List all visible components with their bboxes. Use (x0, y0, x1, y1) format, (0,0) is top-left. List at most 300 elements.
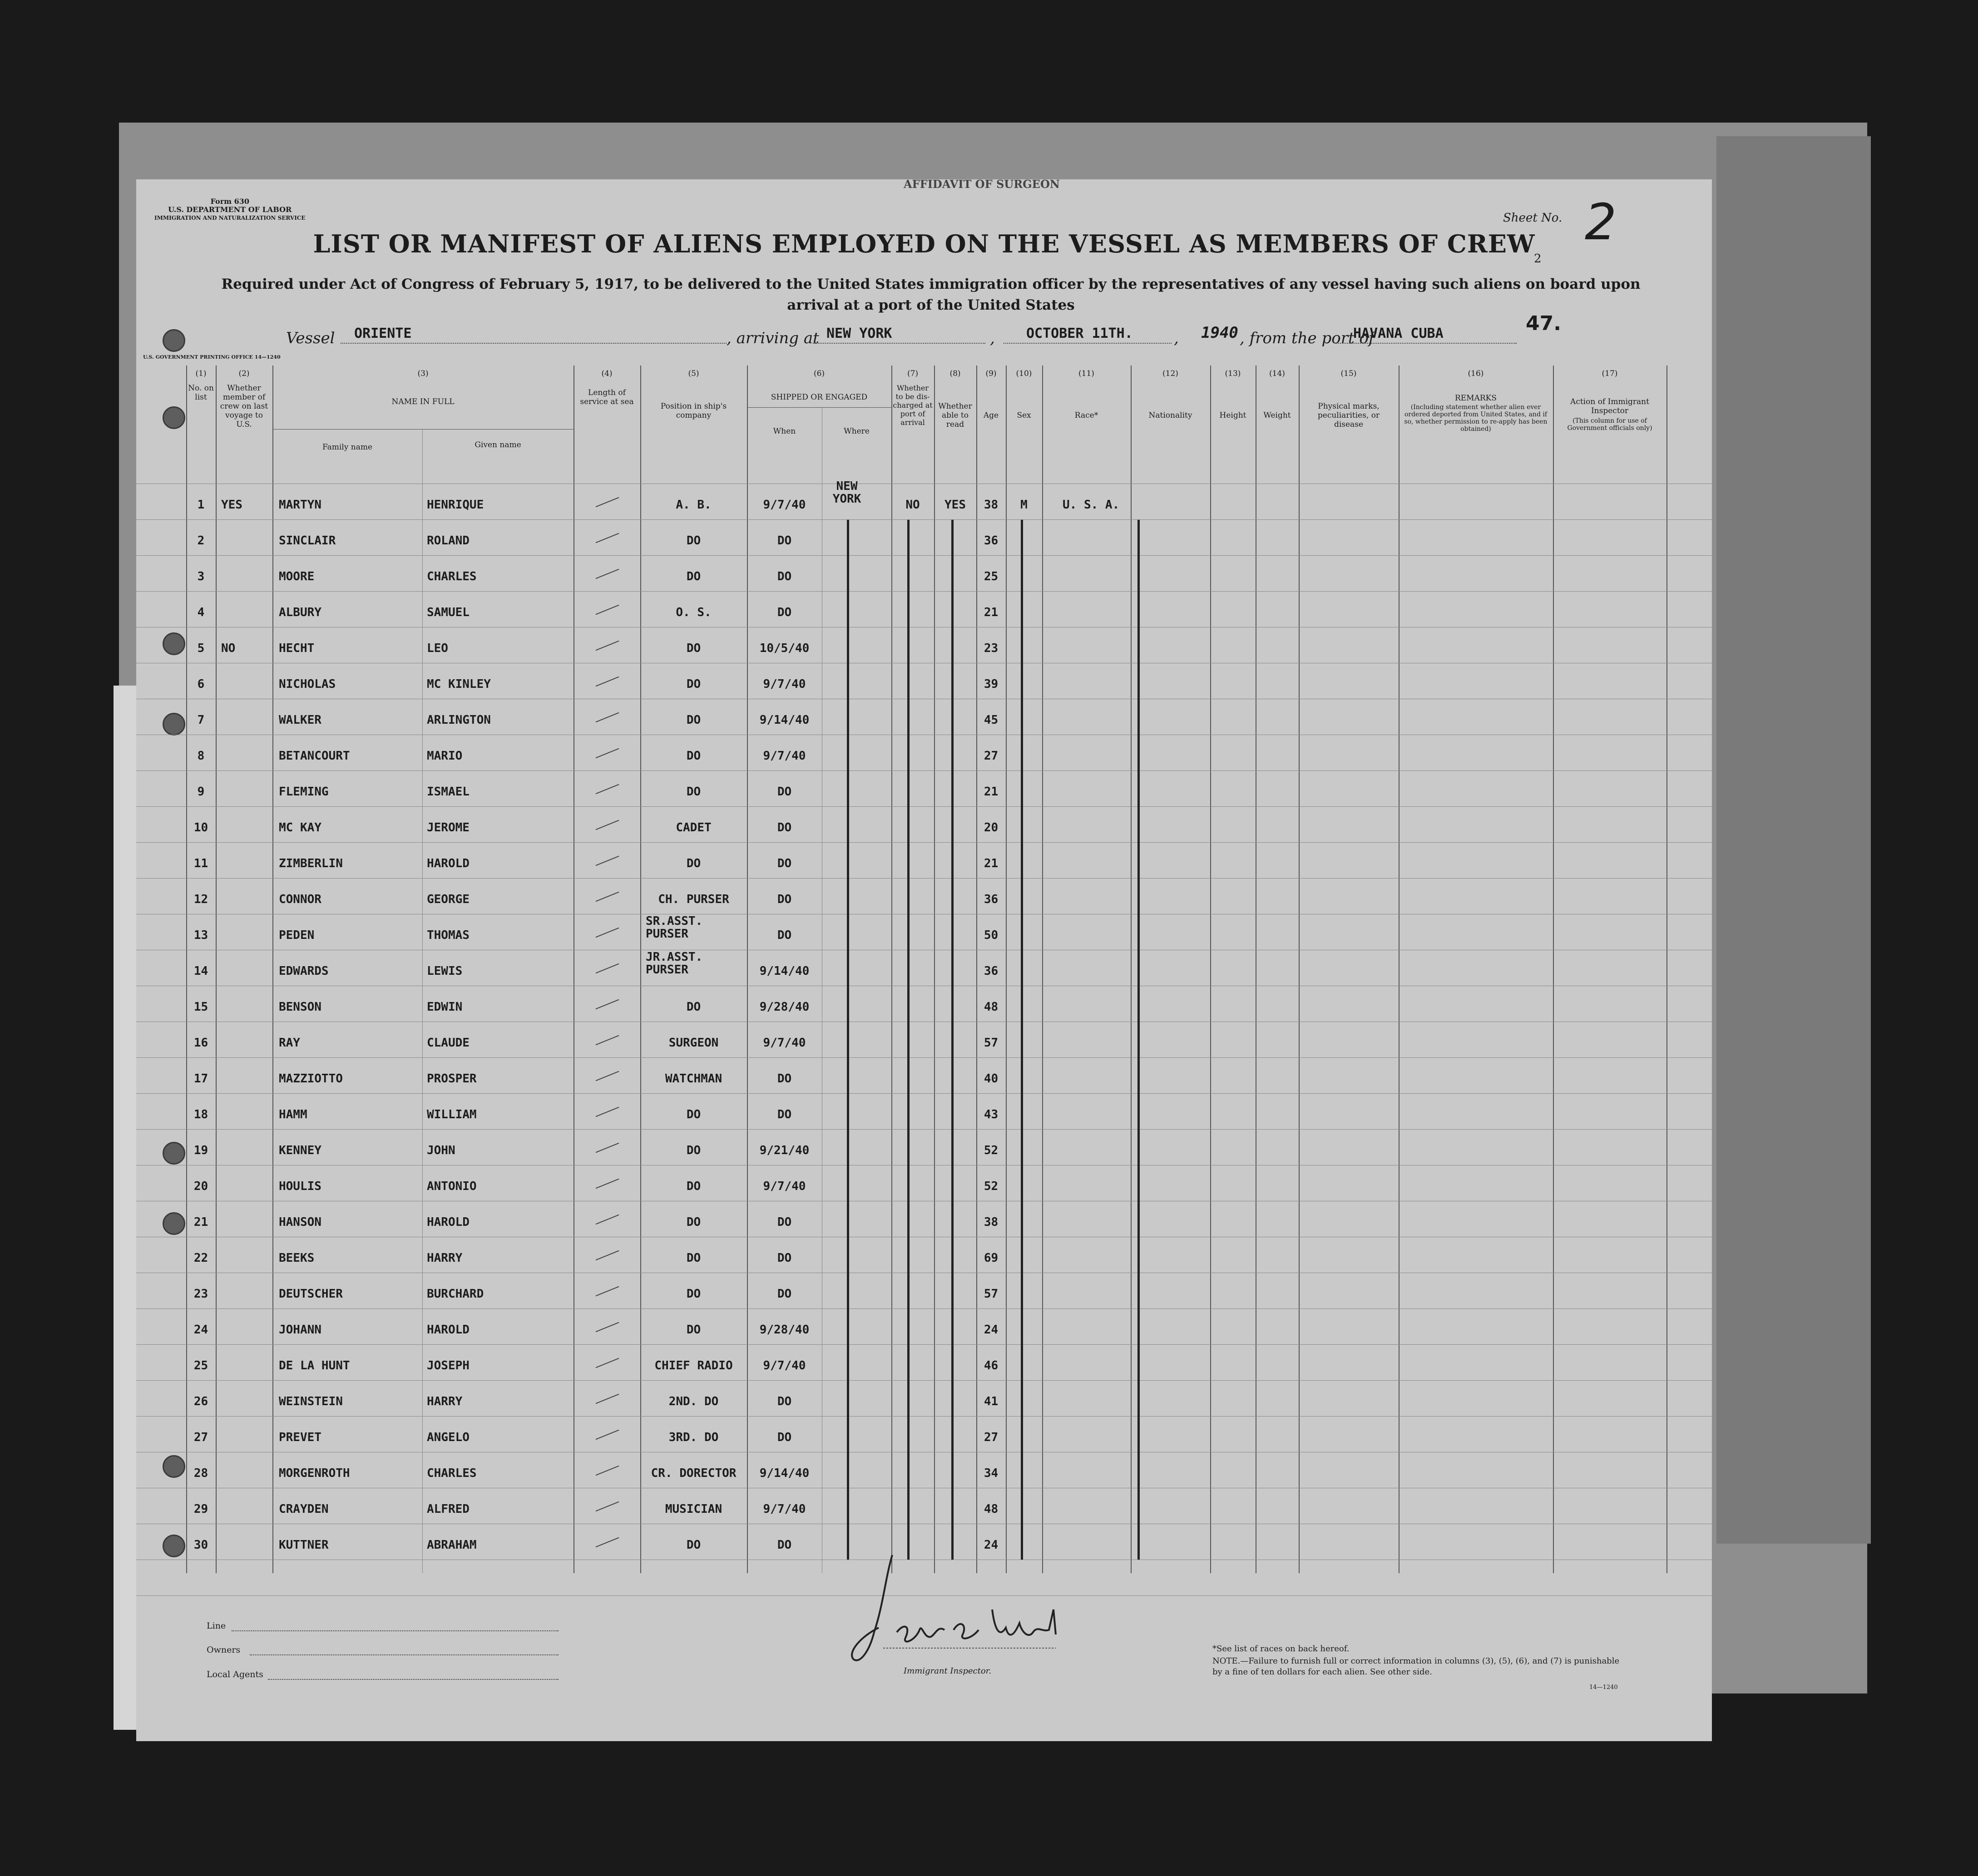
cell-no: 12 (193, 893, 208, 906)
footer-agents-rule (268, 1679, 559, 1680)
page-title: LIST OR MANIFEST OF ALIENS EMPLOYED ON THE VESSEL AS MEMBERS OF CREW (313, 229, 1535, 258)
cell-no: 2 (197, 534, 205, 548)
header-no-on-list: No. on list (188, 384, 214, 402)
cell-family: CRAYDEN (279, 1502, 329, 1516)
service-tick-mark (596, 1394, 619, 1404)
cell-position: DO (686, 1000, 701, 1014)
cell-position: DO (686, 534, 701, 548)
cell-given: LEWIS (427, 964, 463, 978)
cell-discharged: NO (905, 498, 920, 512)
service-tick-mark (596, 1358, 619, 1368)
cell-when: DO (777, 1287, 792, 1301)
cell-age: 52 (984, 1180, 999, 1193)
cell-no: 24 (193, 1323, 208, 1337)
cell-given: ALFRED (427, 1502, 470, 1516)
cell-when: 9/7/40 (763, 1359, 806, 1372)
service-tick-mark (596, 569, 619, 579)
cell-when: 9/7/40 (763, 1502, 806, 1516)
header-action: Action of Immigrant Inspector (1570, 397, 1649, 415)
header-prev-voyage: Whether member of crew on last voyage to U.S. (220, 384, 268, 429)
cell-family: MAZZIOTTO (279, 1072, 343, 1086)
cell-when: 9/7/40 (763, 749, 806, 763)
cell-family: KENNEY (279, 1144, 321, 1157)
cell-family: RAY (279, 1036, 300, 1050)
service: IMMIGRATION AND NATURALIZATION SERVICE (154, 215, 306, 221)
cell-no: 23 (193, 1287, 208, 1301)
cell-age: 46 (984, 1359, 999, 1372)
row-rule (136, 806, 1712, 807)
col-num: (11) (1078, 369, 1094, 378)
cell-position: DO (686, 713, 701, 727)
cell-position: CADET (676, 821, 712, 834)
cell-when: DO (777, 1108, 792, 1121)
service-tick-mark (596, 1250, 619, 1260)
col-num: (4) (601, 369, 613, 378)
service-tick-mark (596, 999, 619, 1009)
cell-position: WATCHMAN (665, 1072, 722, 1086)
col-num: (17) (1602, 369, 1618, 378)
cell-when: 9/7/40 (763, 498, 806, 512)
col-num: (7) (907, 369, 919, 378)
cell-when: DO (777, 821, 792, 834)
row-rule (136, 555, 1712, 556)
cell-given: EDWIN (427, 1000, 463, 1014)
cell-given: THOMAS (427, 928, 470, 942)
cell-age: 43 (984, 1108, 999, 1121)
cell-position: DO (686, 785, 701, 799)
cell-position: DO (686, 749, 701, 763)
header-able-to-read: Whether able to read (938, 402, 972, 429)
service-tick-mark (596, 928, 619, 938)
service-tick-mark (596, 1107, 619, 1117)
cell-given: ROLAND (427, 534, 470, 548)
row-rule (136, 842, 1712, 843)
row-rule (136, 1057, 1712, 1058)
cell-family: MC KAY (279, 821, 321, 834)
header-shipped: SHIPPED OR ENGAGED (771, 393, 868, 402)
cell-given: JOSEPH (427, 1359, 470, 1372)
cell-when: 9/14/40 (759, 964, 810, 978)
cell-when: 9/14/40 (759, 1466, 810, 1480)
cell-no: 7 (197, 713, 205, 727)
header-position: Position in ship's company (660, 402, 727, 420)
penalty-note: NOTE.—Failure to furnish full or correct information in columns (3), (5), (6), and (7) is punishable by a fine of ten dollars for each alien. See other side. (1212, 1656, 1620, 1677)
service-tick-mark (596, 1322, 619, 1332)
cell-when: 9/7/40 (763, 1036, 806, 1050)
cell-no: 25 (193, 1359, 208, 1372)
cell-position: DO (686, 857, 701, 870)
service-tick-mark (596, 1214, 619, 1224)
header-family-name: Family name (322, 443, 373, 452)
affidavit-heading: AFFIDAVIT OF SURGEON (904, 179, 1060, 191)
cell-when: 9/21/40 (759, 1144, 810, 1157)
print-code: 14—1240 (1589, 1684, 1618, 1691)
cell-family: JOHANN (279, 1323, 321, 1337)
header-remarks: REMARKS (1454, 394, 1497, 403)
page-count: 47. (1526, 312, 1561, 335)
cell-family: HANSON (279, 1215, 321, 1229)
cell-position: DO (686, 1287, 701, 1301)
from-underline (1335, 343, 1517, 344)
cell-family: SINCLAIR (279, 534, 336, 548)
form-info (154, 197, 306, 222)
cell-no: 13 (193, 928, 208, 942)
cell-position: DO (686, 1251, 701, 1265)
cell-given: JEROME (427, 821, 470, 834)
sheet-small-number: 2 (1534, 252, 1542, 266)
cell-no: 4 (197, 606, 205, 619)
cell-prev: NO (221, 642, 236, 655)
cell-family: HOULIS (279, 1180, 321, 1193)
cell-given: LEO (427, 642, 448, 655)
cell-no: 17 (193, 1072, 208, 1086)
service-tick-mark (596, 1143, 619, 1153)
sheet-label: Sheet No. (1503, 211, 1563, 225)
service-tick-mark (596, 856, 619, 866)
service-tick-mark (596, 1035, 619, 1045)
row-rule (136, 1344, 1712, 1345)
col-num: (3) (417, 369, 429, 378)
col-num: (16) (1468, 369, 1484, 378)
cell-no: 19 (193, 1144, 208, 1157)
cell-position: DO (686, 1144, 701, 1157)
arrival-year: 1940 (1201, 324, 1238, 342)
cell-age: 40 (984, 1072, 999, 1086)
from-port: HAVANA CUBA (1353, 326, 1444, 341)
cell-family: HECHT (279, 642, 315, 655)
footer-owners-rule (250, 1654, 559, 1655)
cell-given: JOHN (427, 1144, 455, 1157)
service-tick-mark (596, 784, 619, 794)
cell-when: DO (777, 857, 792, 870)
cell-family: MORGENROTH (279, 1466, 350, 1480)
header-weight: Weight (1263, 411, 1291, 420)
footer-owners-label: Owners (207, 1645, 241, 1655)
cell-given: WILLIAM (427, 1108, 477, 1121)
binding-hole (163, 329, 185, 352)
cell-family: PEDEN (279, 928, 315, 942)
cell-position: DO (686, 570, 701, 583)
cell-age: 48 (984, 1000, 999, 1014)
vessel-label: Vessel (286, 329, 335, 347)
cell-age: 38 (984, 498, 999, 512)
ditto-line-where (847, 520, 849, 1560)
cell-age: 27 (984, 749, 999, 763)
cell-when: 9/7/40 (763, 1180, 806, 1193)
vessel-name: ORIENTE (354, 326, 412, 341)
header-nationality: Nationality (1148, 411, 1192, 420)
service-tick-mark (596, 533, 619, 543)
cell-no: 18 (193, 1108, 208, 1121)
cell-given: PROSPER (427, 1072, 477, 1086)
service-tick-mark (596, 605, 619, 615)
cell-sex: M (1020, 498, 1028, 512)
cell-family: KUTTNER (279, 1538, 329, 1552)
cell-position: JR.ASST. PURSER (646, 950, 703, 977)
cell-family: BETANCOURT (279, 749, 350, 763)
service-tick-mark (596, 712, 619, 722)
cell-family: ALBURY (279, 606, 321, 619)
col-num: (6) (813, 369, 825, 378)
manifest-page: Form 630 U.S. DEPARTMENT OF LABOR IMMIGRATION AND NATURALIZATION SERVICE AFFIDAVIT OF SURGEON Sheet No. 2 2 LIST OR MANIFEST OF ALIENS EMPLOYED ON THE VESSEL AS MEMBERS OF CREW Required under Act of Congress of February 5, 1917, to be delivered to the United States immigration officer by the representatives of any vessel having such aliens on board upon arrival at a port of the United States Vessel ORIENTE , arriving at NEW YORK , OCTOBER 11TH. , 1940 , from the port of HAVANA CUBA 47. U.S. GOVERNMENT PRINTING OFFICE 14—1240 (1) (2) (3) (4) (5) (6) (7) (8) (9) (10) (11) (12) (13) (14) (15) (16) (17) No. on list Whether member of crew on last voyage to U.S. NAME IN FULL Family name Given name Length of service at sea Position in ship's company SHIPPED OR ENGAGED When Where Whether to be dis-charged at port of arrival Whether able to read Age Sex Race* Nationality Height Weight Physical marks, peculiarities, or disease REMARKS (Including statement whether alien ever ordered deported from United States, and if so, whether permission to re-apply has been obtained) Action of Immigrant Inspector (This column for use of Government officials only) 1 YES MARTYN HENRIQUE A. B. 9/7/40 NEW YORK NO YES 38 M U. S. A. 2 SINCLAIR ROLAND DO DO 36 3 MOORE CHARLES DO DO 25 4 ALBURY SAMUEL O. S. DO 21 5 NO HECHT LEO DO 10/5/40 23 6 NICHOLAS MC KINLEY DO 9/7/40 39 7 WALKER ARLINGTON DO 9/14/40 45 8 BETANCOURT MARIO DO 9/7/40 27 9 FLEMING ISMAEL DO DO 21 10 MC KAY JEROME CADET DO 20 11 ZIMBERLIN HAROLD DO DO 21 12 CONNOR GEORGE CH. PURSER DO 36 13 PEDEN THOMAS SR.ASST. PURSER DO 50 14 EDWARDS LEWIS JR.ASST. PURSER 9/14/40 36 15 BENSON EDWIN DO 9/28/40 48 16 RAY CLAUDE SURGEON 9/7/40 57 17 MAZZIOTTO PROSPER WATCHMAN DO 40 18 HAMM WILLIAM DO DO 43 19 KENNEY JOHN DO 9/21/40 52 20 HOULIS ANTONIO DO 9/7/40 52 21 HANSON HAROLD DO DO 38 22 BEEKS HARRY DO DO 69 23 DEUTSCHER BURCHARD DO DO 57 24 JOHANN HAROLD DO 9/28/40 24 25 DE LA HUNT JOSEPH CHIEF RADIO 9/7/40 46 26 WEINSTEIN HARRY 2ND. DO DO 41 27 PREVET ANGELO 3RD. DO DO 27 28 MORGENROTH CHARLES CR. DORECTOR 9/14/40 34 29 CRAYDEN ALFRED MUSICIAN 9/7/40 48 30 KUTTNER ABRAHAM DO DO 24 Line Owners Local Agents Immigrant Inspector. *See list of races on back hereof. NOTE.—Failure to furnish full or correct information in columns (3), (5), (6), and (7) is punishable by a fine of ten dollars for each alien. See other side. 14—1240 (136, 179, 1712, 1741)
cell-age: 21 (984, 785, 999, 799)
form-number: Form 630 (210, 197, 250, 206)
cell-no: 6 (197, 677, 205, 691)
cell-age: 50 (984, 928, 999, 942)
col-num: (14) (1269, 369, 1285, 378)
cell-where: NEW YORK (832, 479, 861, 506)
cell-when: DO (777, 928, 792, 942)
service-tick-mark (596, 1466, 619, 1476)
cell-no: 8 (197, 749, 205, 763)
col-num: (2) (238, 369, 250, 378)
cell-given: HAROLD (427, 1323, 470, 1337)
cell-position: 3RD. DO (668, 1431, 719, 1444)
sheet-number: 2 (1585, 193, 1617, 251)
cell-position: SR.ASST. PURSER (646, 914, 703, 941)
cell-no: 10 (193, 821, 208, 834)
cell-given: MARIO (427, 749, 463, 763)
races-note: *See list of races on back hereof. (1212, 1644, 1350, 1654)
from-label: , from the port of (1240, 329, 1375, 347)
service-tick-mark (596, 892, 619, 902)
cell-age: 36 (984, 893, 999, 906)
cell-no: 9 (197, 785, 205, 799)
ditto-line-discharged (907, 520, 910, 1560)
cell-family: PREVET (279, 1431, 321, 1444)
cell-age: 48 (984, 1502, 999, 1516)
cell-family: HAMM (279, 1108, 307, 1121)
cell-family: DE LA HUNT (279, 1359, 350, 1372)
cell-when: DO (777, 1072, 792, 1086)
header-height: Height (1219, 411, 1246, 420)
cell-family: BENSON (279, 1000, 321, 1014)
arrival-date: OCTOBER 11TH. (1026, 326, 1133, 341)
row-rule (136, 770, 1712, 771)
cell-no: 1 (197, 498, 205, 512)
cell-given: HARRY (427, 1251, 463, 1265)
service-tick-mark (596, 1071, 619, 1081)
cell-when: DO (777, 1395, 792, 1408)
service-tick-mark (596, 1537, 619, 1547)
cell-position: DO (686, 642, 701, 655)
header-name-in-full: NAME IN FULL (391, 397, 455, 406)
cell-family: EDWARDS (279, 964, 329, 978)
cell-age: 69 (984, 1251, 999, 1265)
cell-given: ABRAHAM (427, 1538, 477, 1552)
cell-age: 52 (984, 1144, 999, 1157)
inspector-signature (842, 1541, 1060, 1678)
ditto-line-read (951, 520, 954, 1560)
service-tick-mark (596, 1430, 619, 1440)
cell-no: 11 (193, 857, 208, 870)
cell-age: 21 (984, 857, 999, 870)
cell-given: SAMUEL (427, 606, 470, 619)
service-tick-mark (596, 1286, 619, 1296)
cell-no: 28 (193, 1466, 208, 1480)
cell-no: 26 (193, 1395, 208, 1408)
cell-given: CHARLES (427, 1466, 477, 1480)
cell-position: 2ND. DO (668, 1395, 719, 1408)
cell-when: DO (777, 1251, 792, 1265)
cell-no: 3 (197, 570, 205, 583)
cell-no: 22 (193, 1251, 208, 1265)
cell-when: DO (777, 570, 792, 583)
service-tick-mark (596, 748, 619, 758)
header-age: Age (983, 411, 999, 420)
cell-given: CLAUDE (427, 1036, 470, 1050)
crew-table (136, 365, 1712, 1591)
cell-position: CR. DORECTOR (651, 1466, 737, 1480)
header-when: When (773, 427, 796, 436)
header-remarks-note: (Including statement whether alien ever ordered deported from United States, and if so, whether permission to re-apply has been obtained) (1404, 404, 1548, 433)
cell-when: 9/28/40 (759, 1323, 810, 1337)
cell-given: GEORGE (427, 893, 470, 906)
row-rule (136, 591, 1712, 592)
cell-given: HENRIQUE (427, 498, 484, 512)
col-num: (8) (949, 369, 961, 378)
cell-age: 24 (984, 1323, 999, 1337)
cell-age: 36 (984, 964, 999, 978)
row-rule (136, 1380, 1712, 1381)
cell-given: BURCHARD (427, 1287, 484, 1301)
cell-position: CHIEF RADIO (654, 1359, 733, 1372)
cell-age: 24 (984, 1538, 999, 1552)
row-rule (136, 1129, 1712, 1130)
header-sex: Sex (1017, 411, 1031, 420)
cell-position: DO (686, 1323, 701, 1337)
cell-age: 27 (984, 1431, 999, 1444)
cell-given: HAROLD (427, 1215, 470, 1229)
footer-agents-label: Local Agents (207, 1669, 263, 1679)
footer-line-label: Line (207, 1621, 226, 1631)
cell-family: MOORE (279, 570, 315, 583)
cell-age: 21 (984, 606, 999, 619)
ditto-line-sex (1021, 520, 1023, 1560)
service-tick-mark (596, 963, 619, 973)
cell-read: YES (944, 498, 966, 512)
cell-when: 9/7/40 (763, 677, 806, 691)
cell-position: SURGEON (668, 1036, 719, 1050)
cell-given: ANGELO (427, 1431, 470, 1444)
page-subtitle: Required under Act of Congress of February 5, 1917, to be delivered to the United States immigration officer by the representatives of any vessel having such aliens on board upon arrival at a port of the United States (221, 276, 1641, 313)
footer-line-rule (232, 1630, 559, 1631)
cell-family: MARTYN (279, 498, 321, 512)
service-tick-mark (596, 497, 619, 507)
cell-no: 5 (197, 642, 205, 655)
cell-no: 21 (193, 1215, 208, 1229)
cell-position: MUSICIAN (665, 1502, 722, 1516)
gpo-note: U.S. GOVERNMENT PRINTING OFFICE 14—1240 (143, 354, 281, 360)
header-length-service: Length of service at sea (580, 388, 634, 406)
arriving-port: NEW YORK (826, 326, 892, 341)
cell-family: WALKER (279, 713, 321, 727)
col-num: (1) (195, 369, 207, 378)
cell-age: 36 (984, 534, 999, 548)
service-tick-mark (596, 1501, 619, 1511)
col-num: (10) (1016, 369, 1032, 378)
cell-when: DO (777, 785, 792, 799)
cell-no: 30 (193, 1538, 208, 1552)
service-tick-mark (596, 641, 619, 651)
header-action-note: (This column for use of Government officials only) (1567, 417, 1652, 432)
row-rule (136, 878, 1712, 879)
cell-position: A. B. (676, 498, 712, 512)
cell-age: 34 (984, 1466, 999, 1480)
cell-when: DO (777, 893, 792, 906)
cell-no: 14 (193, 964, 208, 978)
service-tick-mark (596, 820, 619, 830)
date-underline (1004, 343, 1172, 344)
cell-given: ANTONIO (427, 1180, 477, 1193)
cell-no: 27 (193, 1431, 208, 1444)
header-race: Race* (1074, 411, 1098, 420)
cell-when: 9/14/40 (759, 713, 810, 727)
header-given-name: Given name (475, 440, 521, 449)
cell-when: 9/28/40 (759, 1000, 810, 1014)
backing-sheet-edge (1716, 136, 1871, 1544)
cell-when: DO (777, 534, 792, 548)
header-where: Where (844, 427, 870, 436)
row-rule (136, 1093, 1712, 1094)
inspector-label: Immigrant Inspector. (904, 1666, 992, 1676)
cell-age: 23 (984, 642, 999, 655)
cell-no: 16 (193, 1036, 208, 1050)
department: U.S. DEPARTMENT OF LABOR (168, 205, 292, 214)
cell-given: ARLINGTON (427, 713, 491, 727)
cell-position: DO (686, 1108, 701, 1121)
cell-position: DO (686, 1180, 701, 1193)
cell-family: DEUTSCHER (279, 1287, 343, 1301)
col-num: (15) (1340, 369, 1357, 378)
cell-when: 10/5/40 (759, 642, 810, 655)
cell-family: NICHOLAS (279, 677, 336, 691)
cell-age: 20 (984, 821, 999, 834)
cell-family: WEINSTEIN (279, 1395, 343, 1408)
cell-nationality: U. S. A. (1063, 498, 1120, 512)
cell-given: ISMAEL (427, 785, 470, 799)
cell-family: CONNOR (279, 893, 321, 906)
cell-when: DO (777, 1431, 792, 1444)
cell-position: CH. PURSER (658, 893, 729, 906)
cell-age: 25 (984, 570, 999, 583)
col-num: (9) (985, 369, 997, 378)
col-num: (12) (1162, 369, 1178, 378)
cell-position: DO (686, 677, 701, 691)
cell-age: 57 (984, 1036, 999, 1050)
row-rule (136, 1416, 1712, 1417)
cell-given: CHARLES (427, 570, 477, 583)
cell-family: FLEMING (279, 785, 329, 799)
service-tick-mark (596, 676, 619, 686)
cell-no: 15 (193, 1000, 208, 1014)
header-physical-marks: Physical marks, peculiarities, or disease (1317, 402, 1380, 429)
cell-position: O. S. (676, 606, 712, 619)
row-rule (136, 519, 1712, 520)
cell-family: ZIMBERLIN (279, 857, 343, 870)
cell-age: 45 (984, 713, 999, 727)
vessel-underline (341, 343, 727, 344)
header-discharged: Whether to be dis-charged at port of arrival (893, 384, 933, 427)
cell-no: 29 (193, 1502, 208, 1516)
cell-no: 20 (193, 1180, 208, 1193)
col-num: (13) (1225, 369, 1241, 378)
cell-age: 57 (984, 1287, 999, 1301)
cell-position: DO (686, 1538, 701, 1552)
cell-position: DO (686, 1215, 701, 1229)
cell-given: HAROLD (427, 857, 470, 870)
cell-family: BEEKS (279, 1251, 315, 1265)
